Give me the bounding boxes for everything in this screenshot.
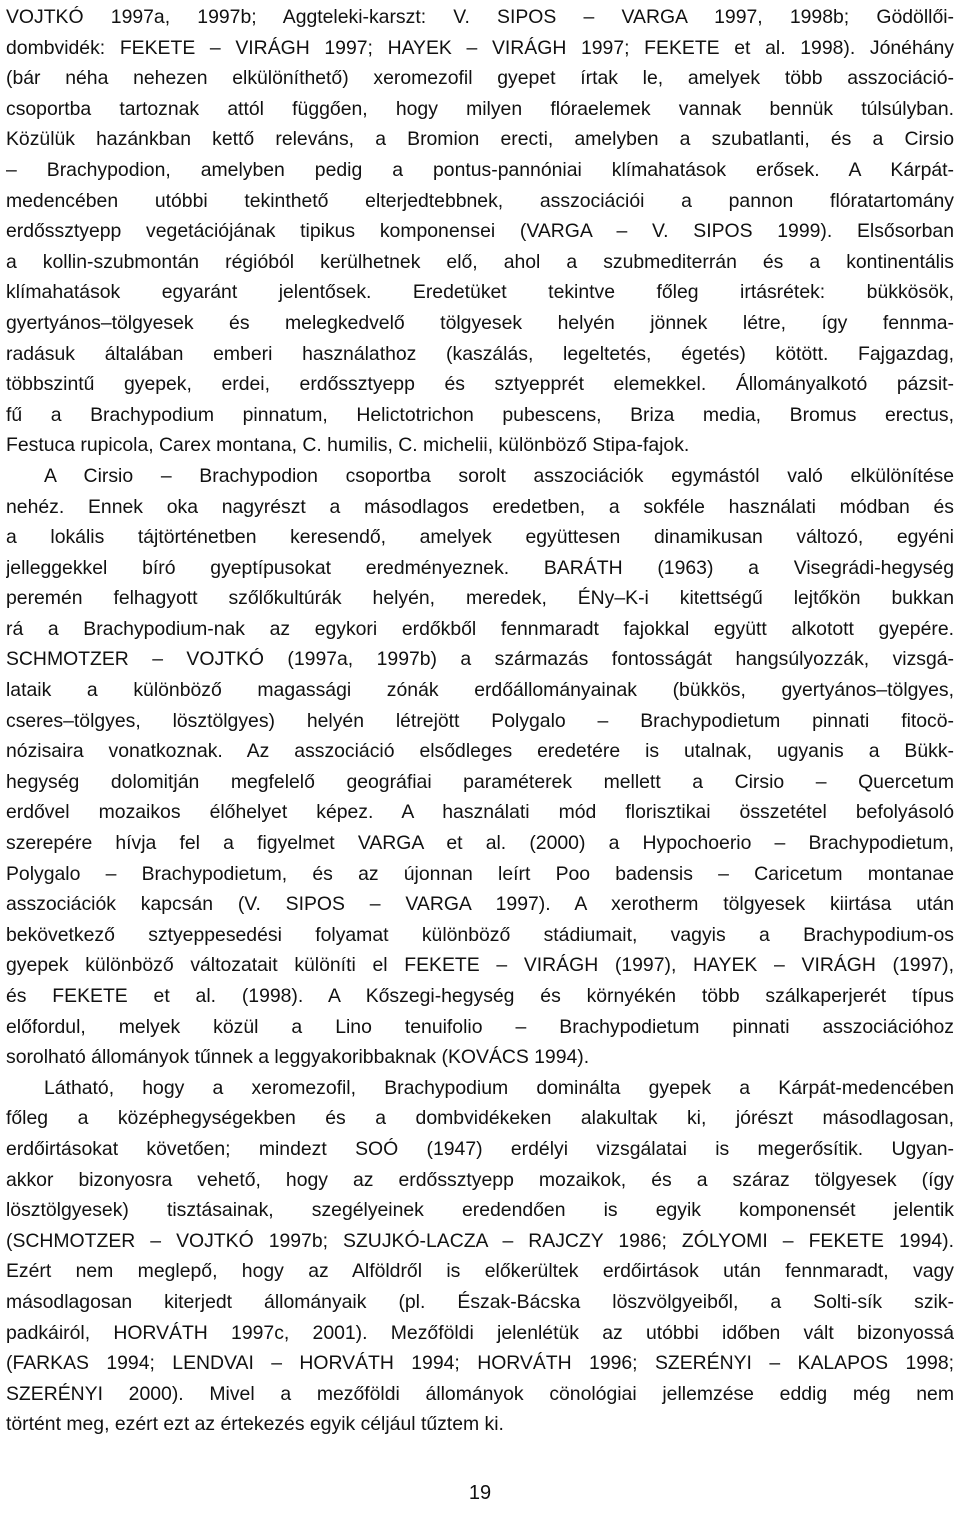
text-line: bekövetkező sztyeppesedési folyamat különböző stádiumait, vagyis a Brachypodium-os [6, 923, 954, 946]
text-line: – Brachypodion, amelyben pedig a pontus-pannóniai klímahatások erősek. A Kárpát- [6, 158, 954, 181]
text-line: Festuca rupicola, Carex montana, C. humilis, C. michelii, különböző Stipa-fajok. [6, 434, 690, 457]
text-line: (SCHMOTZER – VOJTKÓ 1997b; SZUJKÓ-LACZA – RAJCZY 1986; ZÓLYOMI – FEKETE 1994). [6, 1229, 954, 1252]
text-line: lataik a különböző magassági zónák erdőállományainak (bükkös, gyertyános–tölgyes, [6, 679, 954, 702]
document-page [6, 0, 954, 1523]
text-line: és FEKETE et al. (1998). A Kőszegi-hegység és környékén több szálkaperjerét típus [6, 985, 954, 1007]
text-line: hegység dolomitján megfelelő geográfiai paraméterek mellett a Cirsio – Quercetum [6, 770, 954, 793]
text-line: padkáiról, HORVÁTH 1997c, 2001). Mezőföldi jelenlétük az utóbbi időben vált bizonyossá [6, 1321, 954, 1344]
page-number: 19 [468, 1482, 492, 1504]
text-line: nózisaira vonatkoznak. Az asszociáció elsődleges eredetére is utalnak, ugyanis a Bükk- [6, 740, 954, 763]
text-line: a lokális tájtörténetben keresendő, amelyek együttesen dinamikusan változó, egyéni [6, 526, 954, 549]
text-line: a kollin-szubmontán régióból kerülhetnek elő, ahol a szubmediterrán és a kontinentális [6, 250, 954, 273]
text-line: Látható, hogy a xeromezofil, Brachypodium dominálta gyepek a Kárpát-medencében [44, 1076, 954, 1099]
text-line: többszintű gyepek, erdei, erdőssztyepp és sztyepprét elemekkel. Állományalkotó pázsit- [6, 373, 954, 396]
text-line: gyertyános–tölgyesek és melegkedvelő tölgyesek helyén jönnek létre, így fennma- [6, 311, 954, 334]
text-line: asszociációk kapcsán (V. SIPOS – VARGA 1997). A xerotherm tölgyesek kiirtása után [6, 893, 954, 916]
text-line: jelleggekkel bíró gyeptípusokat eredményeznek. BARÁTH (1963) a Visegrádi-hegység [6, 556, 954, 579]
text-line: radásuk általában emberi használathoz (kaszálás, legeltetés, égetés) kötött. Fajgazdag, [6, 342, 954, 365]
text-line: csoportba tartoznak attól függően, hogy milyen flóraelemek vannak bennük túlsúlyban. [6, 97, 954, 120]
text-line: dombvidék: FEKETE – VIRÁGH 1997; HAYEK – VIRÁGH 1997; FEKETE et al. 1998). Jónéhány [6, 36, 954, 59]
text-line: erdővel mozaikos élőhelyet képez. A használati mód florisztikai összetétel befolyásoló [6, 801, 954, 824]
text-line: szerepére hívja fel a figyelmet VARGA et al. (2000) a Hypochoerio – Brachypodietum, [6, 832, 954, 855]
text-line: Polygalo – Brachypodietum, és az újonnan leírt Poo badensis – Caricetum montanae [6, 862, 954, 885]
text-line: sorolható állományok tűnnek a leggyakoribbaknak (KOVÁCS 1994). [6, 1046, 590, 1069]
text-line: rá a Brachypodium-nak az egykori erdőkből fennmaradt fajokkal együtt alkotott gyepére. [6, 617, 954, 640]
text-line: klímahatások egyaránt jelentősek. Eredetüket tekintve főleg irtásrétek: bükkösök, [6, 281, 954, 304]
text-line: történt meg, ezért ezt az értekezés egyik céljául tűztem ki. [6, 1413, 504, 1436]
text-line: főleg a középhegységekben és a dombvidékeken alakultak ki, jórészt másodlagosan, [6, 1107, 954, 1130]
text-line: cseres–tölgyes, lösztölgyes) helyén létrejött Polygalo – Brachypodietum pinnati fitocö- [6, 709, 954, 732]
text-line: SZERÉNYI 2000). Mivel a mezőföldi állományok cönológiai jellemzése eddig még nem [6, 1382, 954, 1405]
text-line: előfordul, melyek közül a Lino tenuifolio – Brachypodietum pinnati asszociációhoz [6, 1015, 954, 1038]
text-line: VOJTKÓ 1997a, 1997b; Aggteleki-karszt: V. SIPOS – VARGA 1997, 1998b; Gödöllői- [6, 6, 954, 28]
text-line: A Cirsio – Brachypodion csoportba sorolt asszociációk egymástól való elkülönítése [44, 464, 954, 487]
text-line: akkor bizonyosra vehető, hogy az erdőssztyepp mozaikok, és a száraz tölgyesek (így [6, 1168, 954, 1191]
text-line: (FARKAS 1994; LENDVAI – HORVÁTH 1994; HORVÁTH 1996; SZERÉNYI – KALAPOS 1998; [6, 1352, 954, 1375]
text-line: (bár néha nehezen elkülöníthető) xeromezofil gyepet írtak le, amelyek több asszociáció- [6, 67, 954, 90]
text-line: fű a Brachypodium pinnatum, Helictotrichon pubescens, Briza media, Bromus erectus, [6, 403, 954, 426]
text-line: erdőirtásokat követően; mindezt SOÓ (1947) erdélyi vizsgálatai is megerősítik. Ugyan- [6, 1137, 954, 1160]
text-line: peremén felhagyott szőlőkultúrák helyén, meredek, ÉNy–K-i kitettségű lejtőkön bukkan [6, 587, 954, 610]
text-line: erdőssztyepp vegetációjának tipikus komponensei (VARGA – V. SIPOS 1999). Elsősorban [6, 220, 954, 243]
text-line: másodlagosan kiterjedt állományaik (pl. Észak-Bácska löszvölgyeiből, a Solti-sík szik- [6, 1290, 954, 1313]
body-text [6, 2, 954, 1440]
text-line: SCHMOTZER – VOJTKÓ (1997a, 1997b) a származás fontosságát hangsúlyozzák, vizsgá- [6, 648, 954, 671]
text-line: lösztölgyesek) tisztásainak, szegélyeinek eredendően is egyik komponensét jelentik [6, 1199, 954, 1222]
text-line: gyepek különböző változatait különíti el FEKETE – VIRÁGH (1997), HAYEK – VIRÁGH (1997), [6, 954, 954, 977]
text-line: Ezért nem meglepő, hogy az Alföldről is előkerültek erdőirtások után fennmaradt, vagy [6, 1260, 954, 1283]
text-line: medencében utóbbi tekinthető elterjedtebbnek, asszociációi a pannon flóratartomány [6, 189, 954, 212]
text-line: Közülük hazánkban kettő releváns, a Bromion erecti, amelyben a szubatlanti, és a Cirsio [6, 128, 954, 151]
text-line: nehéz. Ennek oka nagyrészt a másodlagos eredetben, a sokféle használati módban és [6, 495, 954, 518]
